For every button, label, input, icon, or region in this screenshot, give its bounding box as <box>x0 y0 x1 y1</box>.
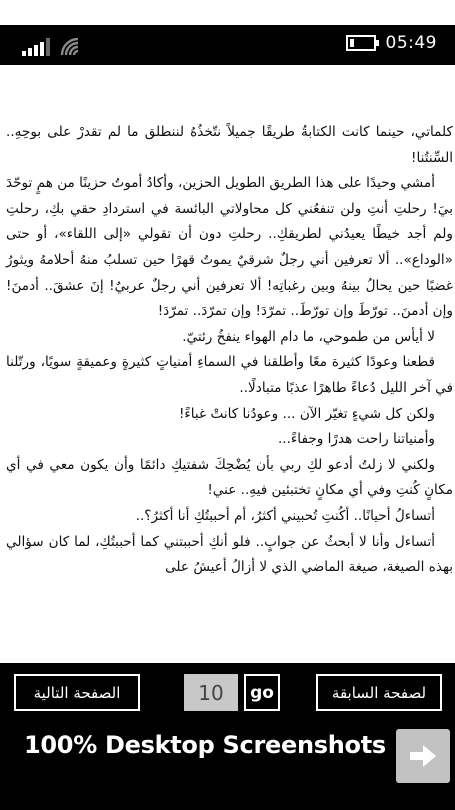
wifi-icon <box>60 38 82 56</box>
paragraph: كلماتي، حينما كانت الكتابةُ طريقًا جميلاً نتّخذُهُ لننطلق ما لم تقدرْ على بوحِهِ.. السِّنتُنا! <box>6 124 453 166</box>
book-page-content <box>0 120 455 632</box>
paragraph: أتساءل وأنا لا أبحثُ عن جوابٍ.. فلو أنكِ أحببتني كما أحببتُكِ، لما كان سؤالي بهذه الصيغة، صيغة الماضي الذي لا أزالُ أعيشُ على <box>6 533 453 576</box>
top-margin <box>0 0 455 25</box>
paragraph: وأمنياتنا راحت هدرًا وجفاءً... <box>277 431 435 448</box>
bottom-navigation-bar <box>0 663 455 810</box>
previous-page-button[interactable]: لصفحة السابقة <box>316 674 442 711</box>
signal-icon <box>22 38 50 56</box>
paragraph: ولكني لا زلتُ أدعو لكِ ربي بأن يُضْحِكَ شفتيكِ دائمًا وأن يكون معي في أي مكانٍ كُنتِ وفي أي مكانٍ تختبئين فيهِ.. عني! <box>6 456 453 499</box>
arrow-right-icon[interactable] <box>396 729 450 783</box>
status-bar <box>0 25 455 65</box>
battery-icon <box>346 35 376 51</box>
paragraph: قطعنا وعودًا كثيرة معًا وأطلقنا في السماءِ أمنياتٍ كثيرةٍ وعميقةٍ سويًا، ورتّلنا في آخر الليل دُعاءً طاهرًا عذبًا متبادلًا.. <box>6 354 453 396</box>
ad-banner-text[interactable]: 100% Desktop Screenshots <box>24 731 386 759</box>
page-number-input[interactable] <box>184 674 238 711</box>
paragraph: لا أيأس من طموحي، ما دام الهواء ينفخُ رئتيّ. <box>182 328 435 345</box>
go-button[interactable]: go <box>244 674 280 711</box>
paragraph: أتساءلُ أحيانًا.. أكُنتِ تُحبيني أكثرُ، أم أحببتُكِ أنا أكثرُ؟.. <box>135 507 435 524</box>
clock: 05:49 <box>385 33 437 53</box>
paragraph: ولكن كل شيءٍ تغيّر الآن ... وعودُنا كانتْ غباءً! <box>178 405 435 422</box>
paragraph: أمشي وحيدًا على هذا الطريق الطويل الحزين، وأكادُ أموتُ حزينًا من همٍ توحّدَ بيَ! رحلتِ أنتِ ولن تنفعُني كل محاولاتي البائسة في استردادِ حقي بكِ، رحلتِ ولم أجد خيطًا يعيدُني لطريقكِ.. رحلتِ دون أن تقولي «إلى اللقاء»، أو حتى «الوداع».. ألا تعرفين أني رجلٌ شرقيٌ يموتُ قهرًا حين تسلبُ منهُ أحلامهُ ويثورُ غضبًا حين يحالُ بينهُ وبين رغباتِه! ألا تعرفين أني رجلٌ عربيٌ! إنَ عشقَ.. أدمنَ! وإن أدمنَ.. تورّطَ وإن تورّطَ.. تمرّدَ! وإن تمرّدَ.. تمرّدَ! <box>6 175 453 320</box>
next-page-button[interactable]: الصفحة التالية <box>14 674 140 711</box>
